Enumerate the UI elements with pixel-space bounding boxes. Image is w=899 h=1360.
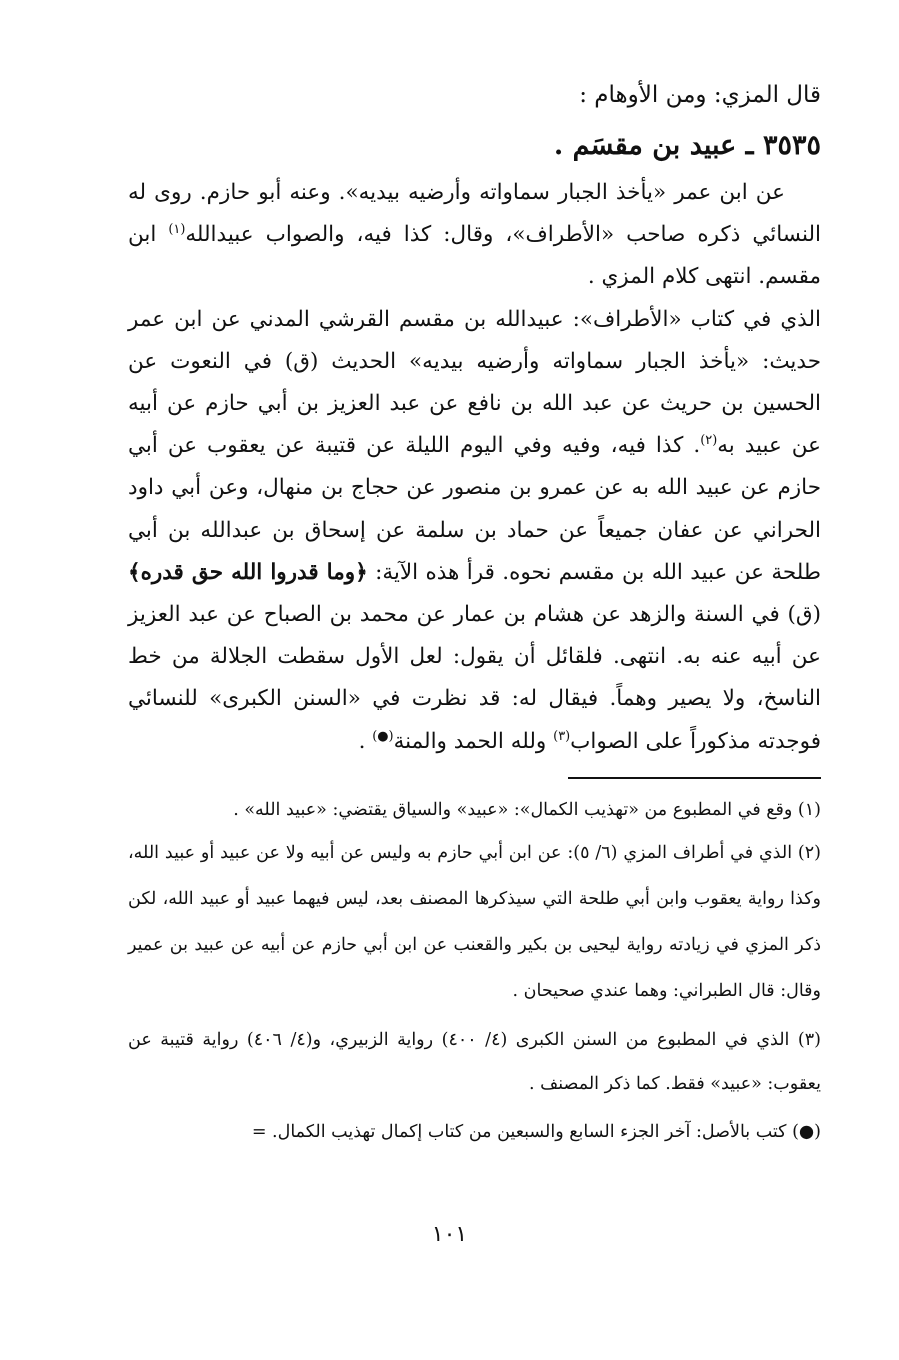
paragraph (128, 299, 821, 763)
paragraph-text: ابن مقسم. انتهى كلام المزي . (128, 222, 821, 290)
footnote: (●) كتب بالأصل: آخر الجزء السابع والسبعين من كتاب إكمال تهذيب الكمال. = (251, 1122, 821, 1142)
paragraph-text: . (358, 728, 373, 754)
paragraph-text: عن ابن عمر «يأخذ الجبار سماواته وأرضيه بيديه». وعنه أبو حازم. روى له النسائي ذكره صاحب «الأطراف»، وقال: كذا فيه، والصواب عبيدالله (128, 180, 821, 248)
footnote: (٣) الذي في المطبوع من السنن الكبرى (٤/ ٤٠٠) رواية الزبيري، و(٤/ ٤٠٦) رواية قتيبة عن يعقوب: «عبيد» فقط. كما ذكر المصنف . (128, 1030, 821, 1094)
footnote: (١) وقع في المطبوع من «تهذيب الكمال»: «عبيد» والسياق يقتضي: «عبيد الله» . (233, 800, 821, 820)
paragraph-text: . كذا فيه، وفيه وفي اليوم الليلة عن قتيبة عن يعقوب عن أبي حازم عن عبيد الله به عن عمرو بن منصور عن حجاج بن منهال، وعن أبي داود الحراني عن عفان جميعاً عن حماد بن سلمة عن إسحاق بن عبدالله بن أبي طلحة عن عبيد الله بن مقسم نحوه. قرأ هذه الآية: (128, 433, 821, 585)
intro-line: قال المزي: ومن الأوهام : (579, 82, 821, 108)
footnote-ref: (٢) (700, 433, 718, 449)
paragraph-text: الذي في كتاب «الأطراف»: عبيدالله بن مقسم القرشي المدني عن ابن عمر حديث: «يأخذ الجبار سماواته وأرضيه بيديه» الحديث (ق) في النعوت عن الحسين بن حريث عن عبد الله بن نافع عن عبد العزيز بن أبي حازم عن أبيه عن عبيد به (128, 306, 822, 459)
entry-heading (128, 126, 821, 166)
quranic-verse: ﴿وما قدروا الله حق قدره﴾ (128, 559, 368, 585)
footnotes (128, 792, 821, 1152)
paragraph-text: (ق) في السنة والزهد عن هشام بن عمار عن محمد بن الصباح عن عبد العزيز عن أبيه عنه به. انتهى. فلقائل أن يقول: لعل الأول سقطت الجلالة من خط الناسخ، ولا يصير وهماً. فيقال له: قد نظرت في «السنن الكبرى» للنسائي فوجدته مذكوراً على الصواب (128, 602, 821, 754)
footnote-ref: (١) (168, 222, 186, 238)
footnote-divider (568, 777, 821, 779)
entry-number: ٣٥٣٥ (762, 130, 821, 161)
footnote: (٢) الذي في أطراف المزي (٦/ ٥): عن ابن أبي حازم به وليس عن أبيه ولا عن عبيد أو عبيد الله، وكذا رواية يعقوب وابن أبي طلحة التي سيذكرها المصنف بعد، ليس فيهما عبيد أو عبيد الله، لكن ذكر المزي في زيادته رواية ليحيى بن بكير والقعنب عن ابن أبي حازم عن أبيه عن عبيد بن عمير وقال: قال الطبراني: وهما عندي صحيحان . (128, 843, 821, 1001)
entry-separator: ـ (736, 130, 763, 161)
page-number: ١٠١ (431, 1222, 468, 1247)
paragraph-text: ولله الحمد والمنة (393, 728, 554, 754)
body-text (128, 172, 821, 763)
paragraph (128, 172, 821, 299)
entry-name: عبيد بن مقسَم . (553, 130, 737, 161)
footnote-ref: (٣) (553, 728, 571, 744)
footnote-ref: (●) (372, 728, 394, 744)
